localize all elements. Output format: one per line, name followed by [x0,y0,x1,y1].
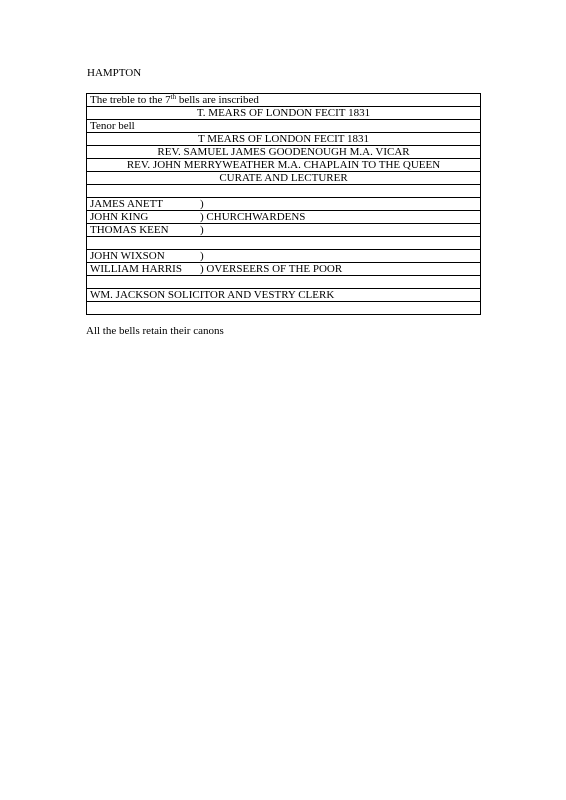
person-name: JOHN WIXSON [90,250,165,262]
empty-cell [87,185,481,198]
person-name: JOHN KING [90,211,149,223]
intro-cell [87,94,481,107]
table-row [87,159,481,172]
churchwarden-row [87,198,481,211]
tenor-line: T MEARS OF LONDON FECIT 1831 [87,133,481,146]
person-name: WILLIAM HARRIS [90,263,182,275]
table-row [87,133,481,146]
person-note: ) [200,250,204,262]
table-row [87,94,481,107]
table-row [87,289,481,302]
table-row [87,302,481,315]
table-row [87,185,481,198]
person-name: THOMAS KEEN [90,224,169,236]
table-row [87,198,481,211]
table-row [87,276,481,289]
person-note: ) OVERSEERS OF THE POOR [200,263,343,275]
empty-cell [87,302,481,315]
tenor-line: REV. JOHN MERRYWEATHER M.A. CHAPLAIN TO THE QUEEN [87,159,481,172]
intro-text-after: bells are inscribed [176,94,259,106]
table-row [87,263,481,276]
inscription-table [86,93,481,315]
page-title: HAMPTON [87,67,142,79]
table-row [87,211,481,224]
intro-superscript: th [170,93,177,101]
intro-text-before: The treble to the 7 [90,94,171,106]
person-note: ) [200,224,204,236]
empty-cell [87,276,481,289]
churchwarden-row [87,224,481,237]
table-row [87,107,481,120]
person-note: ) CHURCHWARDENS [200,211,306,223]
table-row [87,146,481,159]
person-note: ) [200,198,204,210]
footnote: All the bells retain their canons [86,325,224,337]
table-row [87,224,481,237]
table-row [87,250,481,263]
tenor-line: CURATE AND LECTURER [87,172,481,185]
solicitor-line: WM. JACKSON SOLICITOR AND VESTRY CLERK [87,289,481,302]
overseer-row [87,250,481,263]
tenor-label: Tenor bell [87,120,481,133]
empty-cell [87,237,481,250]
table-row [87,120,481,133]
table-row [87,172,481,185]
inscription-line: T. MEARS OF LONDON FECIT 1831 [87,107,481,120]
tenor-line: REV. SAMUEL JAMES GOODENOUGH M.A. VICAR [87,146,481,159]
overseer-row [87,263,481,276]
churchwarden-row [87,211,481,224]
person-name: JAMES ANETT [90,198,164,210]
table-row [87,237,481,250]
